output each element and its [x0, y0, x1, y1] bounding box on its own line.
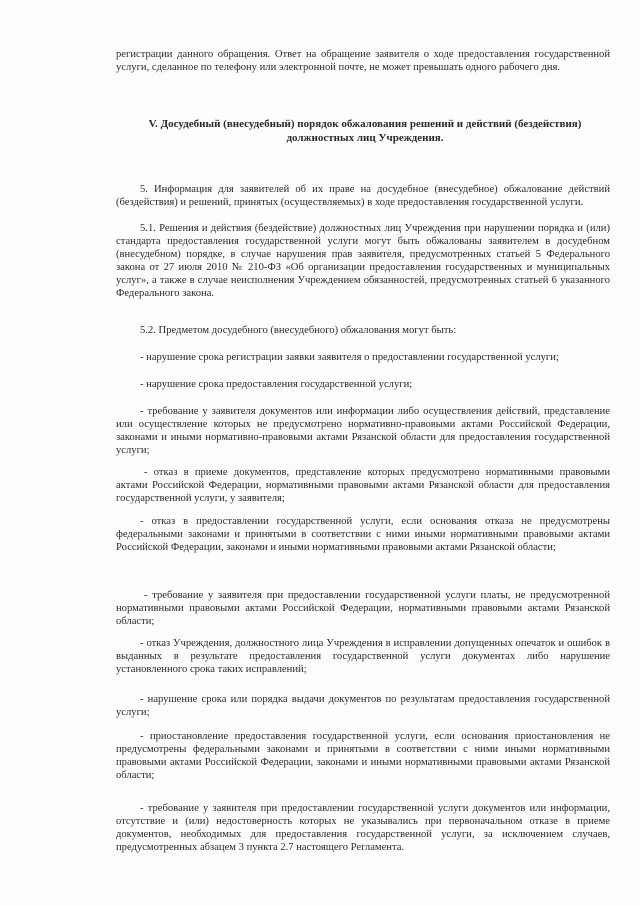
- section-title: V. Досудебный (внесудебный) порядок обжалования решений и действий (бездействия) должностных лиц Учреждения.: [148, 118, 582, 144]
- intro-paragraph: регистрации данного обращения. Ответ на обращение заявителя о ходе предоставления государственной услуги, сделанное по телефону или электронной почте, не может превышать одного рабочего дня.: [116, 49, 610, 74]
- list-item: - требование у заявителя при предоставлении государственной услуги документов или информации, отсутствие и (или) недостоверность которых не указывались при первоначальном отказе в приеме документов, необходимых для предоставления государственной услуги, за исключением случаев, предусмотренных абзацем 3 пункта 2.7 настоящего Регламента.: [116, 803, 610, 854]
- list-item: - нарушение срока или порядка выдачи документов по результатам предоставления государственной услуги;: [116, 694, 610, 719]
- list-item: - нарушение срока регистрации заявки заявителя о предоставлении государственной услуги;: [140, 352, 559, 363]
- list-item: - требование у заявителя документов или информации либо осуществления действий, представление или осуществление которых не предусмотрено нормативно-правовыми актами Российской Федерации, законами и иными нормативно-правовыми актами Рязанской области для предоставления государственной услуги;: [116, 406, 610, 457]
- paragraph-5-1: 5.1. Решения и действия (бездействие) должностных лиц Учреждения при нарушении порядка и (или) стандарта предоставления государственной услуги могут быть обжалованы заявителем в досудебном (внесудебном) порядке, в случае нарушения прав заявителя, предусмотренных статьей 5 Федерального закона от 27 июля 2010 № 210-ФЗ «Об организации предоставления государственных и муниципальных услуг», а также в случае неисполнения Учреждением обязанностей, предусмотренных статьей 6 указанного Федерального закона.: [116, 223, 610, 300]
- list-item: - отказ Учреждения, должностного лица Учреждения в исправлении допущенных опечаток и ошибок в выданных в результате предоставления государственной услуги документах либо нарушение установленного срока таких исправлений;: [116, 638, 610, 676]
- list-item: - требование у заявителя при предоставлении государственной услуги платы, не предусмотренной нормативными правовыми актами Российской Федерации, нормативными правовыми актами Рязанской области;: [116, 590, 610, 628]
- list-item: - отказ в предоставлении государственной услуги, если основания отказа не предусмотрены федеральными законами и принятыми в соответствии с ними иными нормативными правовыми актами Российской Федерации, законами и иными нормативными правовыми актами Рязанской области;: [116, 516, 610, 554]
- paragraph-5: 5. Информация для заявителей об их праве на досудебное (внесудебное) обжалование действий (бездействия) и решений, принятых (осуществляемых) в ходе предоставления государственной услуги.: [116, 184, 610, 209]
- list-item: - приостановление предоставления государственной услуги, если основания приостановления не предусмотрены федеральными законами и принятыми в соответствии с ними иными нормативными правовыми актами Российской Федерации, законами и иными нормативными правовыми актами Рязанской области;: [116, 731, 610, 782]
- paragraph-5-2: 5.2. Предметом досудебного (внесудебного) обжалования могут быть:: [140, 325, 457, 336]
- list-item: - отказ в приеме документов, представление которых предусмотрено нормативными правовыми актами Российской Федерации, нормативными правовыми актами Рязанской области для предоставления государственной услуги, у заявителя;: [116, 467, 610, 505]
- list-item: - нарушение срока предоставления государственной услуги;: [140, 379, 413, 390]
